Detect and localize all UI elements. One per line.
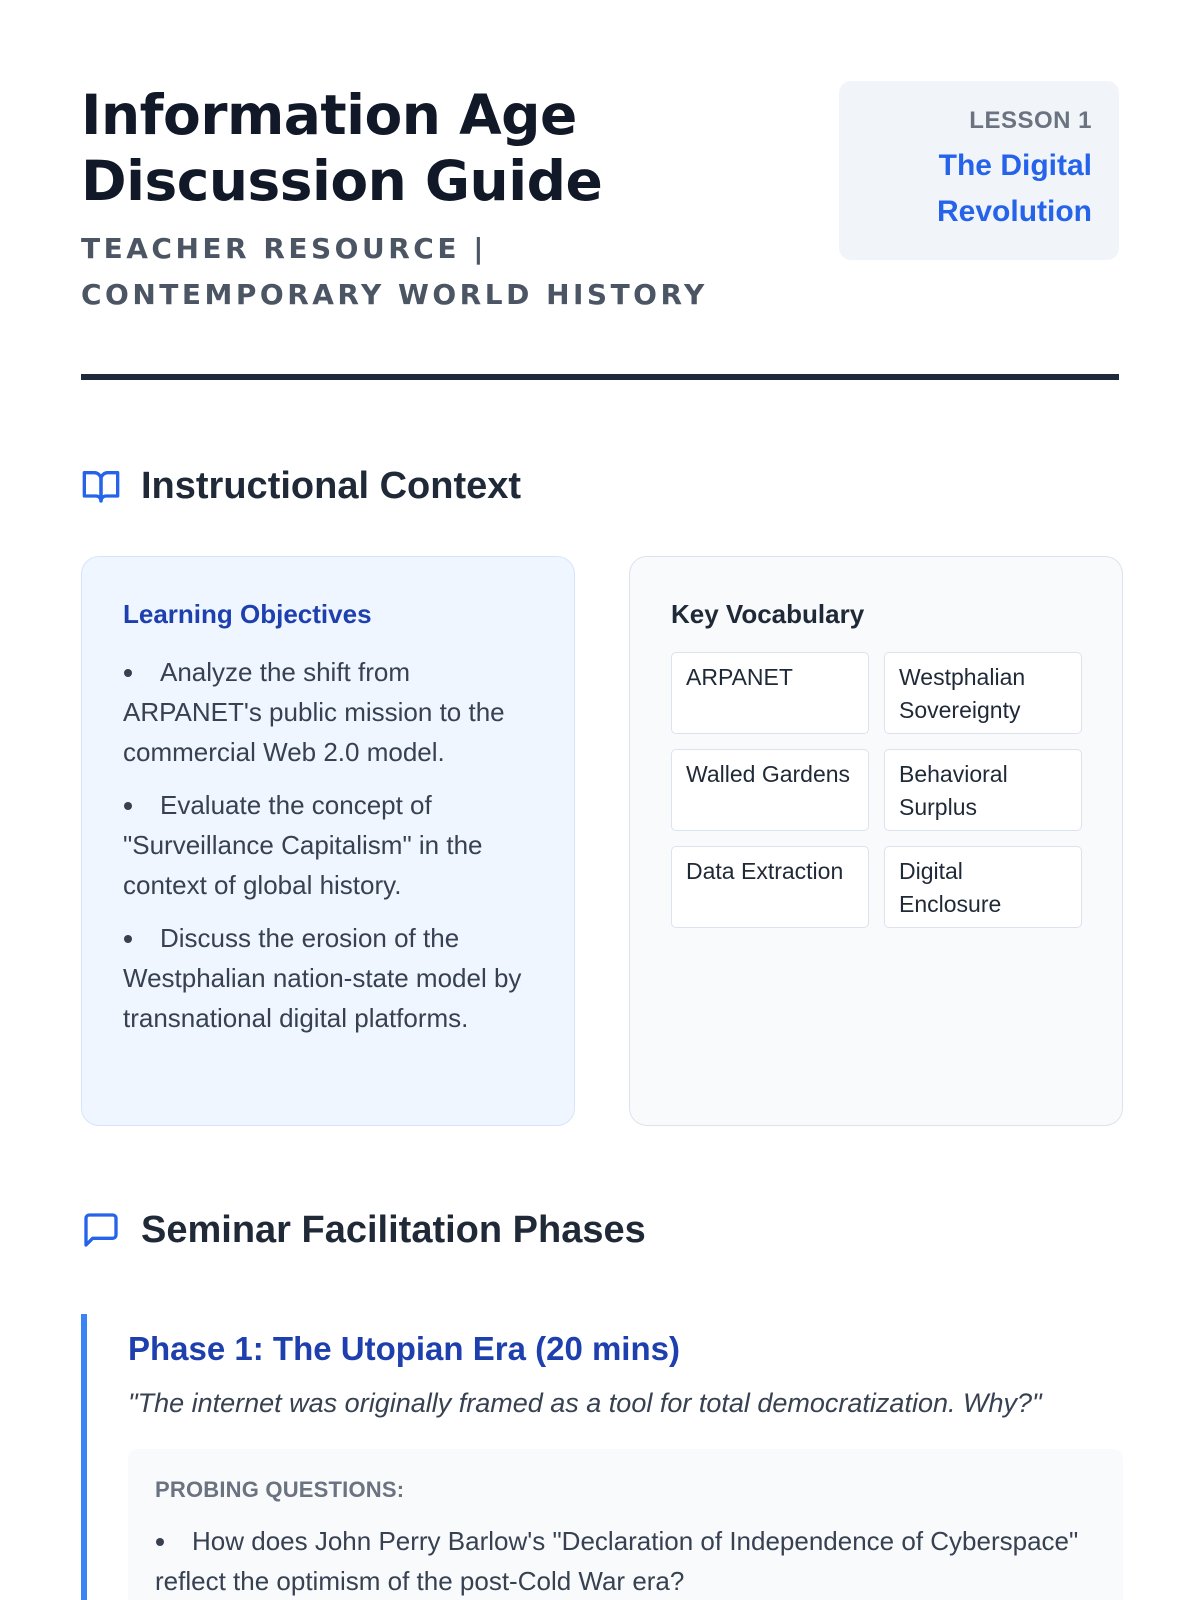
section-title: Instructional Context bbox=[141, 464, 522, 507]
section-instructional-context bbox=[81, 461, 521, 511]
header-divider bbox=[81, 374, 1119, 380]
phase-1 bbox=[81, 1314, 1123, 1600]
lesson-title: The Digital Revolution bbox=[937, 149, 1092, 228]
card-title: Key Vocabulary bbox=[671, 599, 865, 629]
vocabulary-grid bbox=[671, 652, 1081, 928]
list-item: Discuss the erosion of the Westphalian nation-state model by transnational digital platforms. bbox=[123, 918, 533, 1038]
header bbox=[81, 0, 1119, 380]
vocab-term: Data Extraction bbox=[671, 846, 869, 928]
learning-objectives-card bbox=[81, 556, 575, 1126]
vocab-term: Westphalian Sovereignty bbox=[884, 652, 1082, 734]
vocab-term: Walled Gardens bbox=[671, 749, 869, 831]
page-subtitle: TEACHER RESOURCE | CONTEMPORARY WORLD HISTORY bbox=[81, 232, 708, 311]
vocab-term: ARPANET bbox=[671, 652, 869, 734]
lesson-number: LESSON 1 bbox=[969, 107, 1092, 134]
lesson-badge bbox=[839, 81, 1119, 260]
page-title: Information Age Discussion Guide bbox=[81, 83, 603, 213]
list-item: How does John Perry Barlow's "Declaration of Independence of Cyberspace" reflect the optimism of the post-Cold War era? bbox=[155, 1521, 1095, 1600]
list-item: Evaluate the concept of "Surveillance Capitalism" in the context of global history. bbox=[123, 785, 533, 905]
chat-bubble-icon bbox=[81, 1210, 121, 1250]
probing-list bbox=[155, 1521, 1095, 1600]
key-vocabulary-card bbox=[629, 556, 1123, 1126]
section-seminar-phases bbox=[81, 1205, 646, 1255]
card-title: Learning Objectives bbox=[123, 599, 372, 629]
section-title: Seminar Facilitation Phases bbox=[141, 1208, 646, 1251]
vocab-term: Digital Enclosure bbox=[884, 846, 1082, 928]
phase-quote: "The internet was originally framed as a tool for total democratization. Why?" bbox=[128, 1388, 1042, 1418]
open-book-icon bbox=[81, 466, 121, 506]
probing-label: PROBING QUESTIONS: bbox=[155, 1477, 405, 1502]
probing-questions-box bbox=[128, 1449, 1123, 1600]
list-item: Analyze the shift from ARPANET's public mission to the commercial Web 2.0 model. bbox=[123, 652, 533, 772]
vocab-term: Behavioral Surplus bbox=[884, 749, 1082, 831]
objectives-list bbox=[123, 652, 533, 1038]
phase-title: Phase 1: The Utopian Era (20 mins) bbox=[128, 1330, 680, 1367]
